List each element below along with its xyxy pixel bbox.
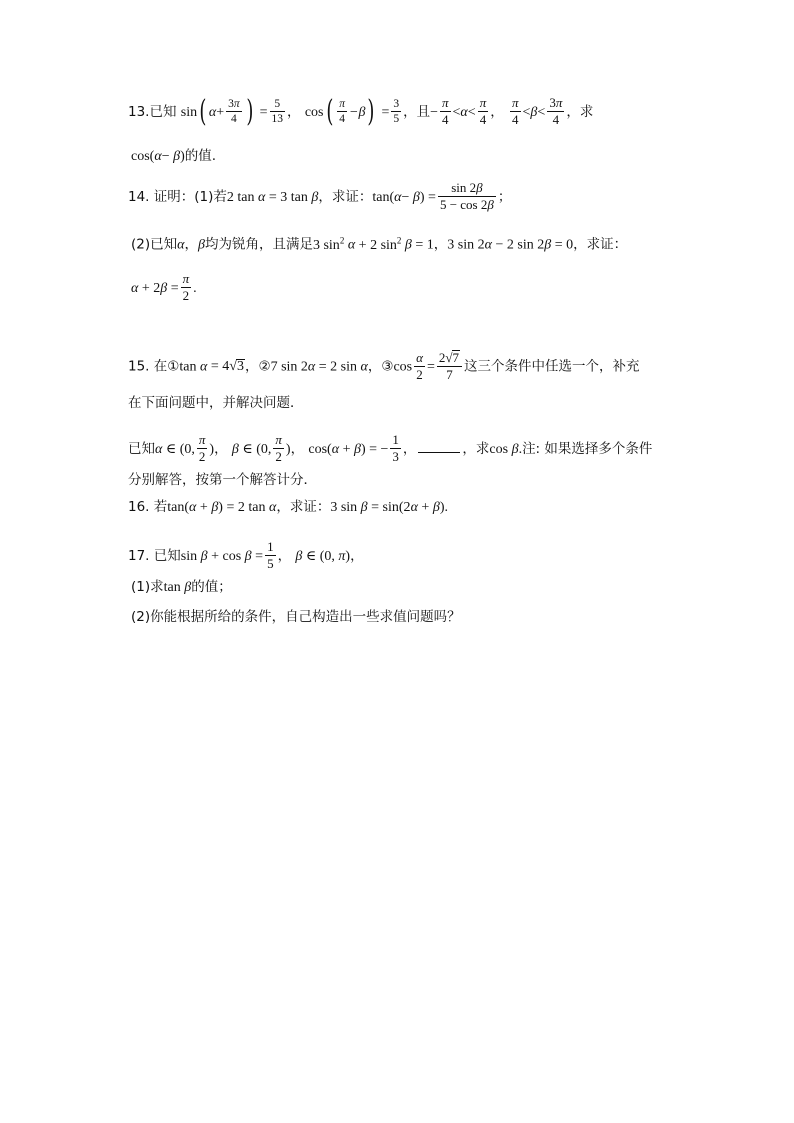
- problem-15-line3: 已知α ∈ (0, $\frac{\pi}{2}$ )， β ∈ (0, $\frac{\pi}{2}$ )， cos(α + β) = − $\frac{1}{3}$ ， ，求cos β.注: 如果选择多个条件: [128, 432, 653, 465]
- problem-14-mid: ，求证：: [318, 188, 373, 205]
- math: −: [161, 149, 174, 164]
- fraction: $\frac{1}{5}$: [267, 539, 274, 572]
- math: β: [200, 548, 208, 564]
- math: α: [268, 500, 277, 515]
- math: +: [196, 500, 212, 515]
- problem-13-lead: 已知: [149, 103, 177, 120]
- math: cos: [489, 441, 512, 457]
- problem-14-number: 14.: [128, 188, 150, 205]
- fraction: $\frac{1}{3}$: [392, 432, 399, 465]
- problem-14-part2-lead: (2)已知: [131, 236, 178, 253]
- math: α: [155, 441, 163, 457]
- math: + cos: [207, 548, 245, 564]
- problem-17-q2: (2)你能根据所给的条件，自己构造出一些求值问题吗？: [131, 609, 461, 625]
- math: − 2 sin 2: [492, 237, 545, 253]
- math: 3 sin: [330, 500, 361, 515]
- math: α: [347, 237, 356, 253]
- math: β: [231, 441, 239, 457]
- math: 3 sin 2: [447, 237, 485, 253]
- problem-15-line4: 分别解答，按第一个解答计分．: [128, 472, 317, 488]
- answer-blank: [418, 442, 460, 453]
- paren: ): [367, 93, 375, 129]
- math: −: [401, 189, 413, 205]
- math: <: [522, 104, 531, 120]
- problem-15-line3-lead: 已知: [128, 440, 155, 457]
- math: β: [360, 500, 368, 515]
- problem-17-line1: 17. 已知sin β + cos β = $\frac{1}{5}$ ， β ∈ (0, π)，: [128, 539, 364, 572]
- math: =: [259, 104, 268, 120]
- math: .: [193, 280, 197, 296]
- fraction: $\frac{2√7}{7}$: [437, 350, 462, 383]
- math: ) =: [419, 189, 436, 205]
- math: α: [200, 359, 208, 375]
- fraction: $\frac{\pi}{4}$: [512, 95, 519, 128]
- problem-13-tail: ，求: [566, 103, 594, 120]
- problem-14-part2-mid: 均为锐角，且满足: [204, 236, 313, 253]
- math: cos(: [131, 149, 155, 164]
- math: ∈ (0,: [238, 441, 272, 457]
- math-cos: cos: [304, 104, 324, 120]
- math: ) = 2 tan: [218, 500, 269, 515]
- math: + 2 $\sin^2$: [355, 235, 402, 253]
- problem-16: [128, 501, 448, 515]
- math: β: [295, 548, 303, 564]
- math: α: [360, 359, 368, 375]
- fraction: $\frac{\pi}{2}$: [182, 271, 190, 304]
- math: =: [381, 104, 390, 120]
- math: <: [452, 104, 461, 120]
- problem-15-tail: 这三个条件中任选一个，补充: [464, 358, 640, 375]
- math: β: [412, 189, 420, 205]
- problem-15-lead: 在①: [153, 358, 180, 375]
- math: α: [189, 500, 197, 515]
- math: −β: [349, 104, 366, 120]
- math: α: [258, 189, 266, 205]
- math: cos: [393, 359, 413, 375]
- problem-17-q1-tail: 的值；: [191, 579, 232, 595]
- math: α: [484, 237, 492, 253]
- math: = 4√3: [207, 359, 244, 375]
- math: +: [339, 441, 354, 457]
- math: α: [131, 280, 139, 296]
- math: +: [417, 500, 433, 515]
- math: ∈ (0,: [302, 548, 339, 564]
- paren: ): [245, 93, 253, 129]
- problem-17-q1-lead: (1)求: [131, 579, 164, 595]
- math: 7 sin 2: [270, 359, 308, 375]
- math: = 2 sin: [315, 359, 361, 375]
- math: <: [467, 104, 476, 120]
- problem-15-line1: [128, 350, 640, 383]
- problem-13-line1: 13.已知 sin( α+ $\frac{3\pi}{4}$ ) = $\frac{5}{13}$ ， cos( $\frac{\pi}{4}$ −β) = $\frac{3}{5}$ ，且− $\frac{\pi}{4}$ <α< $\frac{\pi}{4}$ ， $\frac{\pi}{4}$ <β< $\frac{3\pi}{4}$ ，求: [128, 93, 594, 129]
- math: β: [173, 149, 181, 164]
- math: β: [311, 189, 319, 205]
- math: β: [211, 500, 219, 515]
- fraction: $\frac{\pi}{2}$: [198, 432, 206, 465]
- math: β: [511, 441, 519, 457]
- fraction: $\frac{3\pi}{4}$: [549, 95, 563, 128]
- math: β: [544, 237, 552, 253]
- math: 3 $\sin^2$: [312, 235, 345, 253]
- math: β: [432, 500, 440, 515]
- math: π: [338, 548, 346, 564]
- math: 2 tan: [226, 189, 259, 205]
- math: α: [394, 189, 402, 205]
- problem-14-lead: 证明：(1)若: [153, 188, 227, 205]
- math: β: [404, 237, 412, 253]
- math: α: [307, 359, 316, 375]
- paren: (: [199, 93, 207, 129]
- math: ): [209, 441, 215, 457]
- problem-15-c3: ，③: [367, 358, 394, 375]
- math: =: [251, 548, 264, 564]
- math: β: [353, 441, 361, 457]
- paren: (: [325, 93, 333, 129]
- math: α: [410, 500, 418, 515]
- math: tan(: [372, 189, 395, 205]
- math: = 1: [411, 237, 434, 253]
- math: = sin(2: [367, 500, 411, 515]
- problem-15-line2: 在下面问题中，并解决问题．: [128, 395, 304, 411]
- math: tan(: [167, 500, 190, 515]
- math: = 0: [551, 237, 574, 253]
- fraction: $\frac{5}{13}$: [271, 97, 284, 126]
- problem-15-note: 注: 如果选择多个条件: [522, 440, 653, 457]
- math: α: [460, 104, 468, 120]
- math: β: [184, 580, 192, 595]
- math: ).: [439, 500, 448, 515]
- math: + 2: [138, 280, 161, 296]
- math: α: [208, 104, 217, 120]
- math: α: [154, 149, 162, 164]
- problem-14-part2-tail: ，求证：: [573, 236, 628, 253]
- math: tan: [163, 580, 185, 595]
- math: cos(: [308, 441, 332, 457]
- problem-15-number: 15.: [128, 358, 150, 375]
- fraction: $\frac{\alpha}{2}$: [416, 349, 423, 382]
- math: ∈ (0,: [162, 441, 195, 457]
- fraction: $\frac{\pi}{4}$: [442, 95, 449, 128]
- math: ): [345, 548, 351, 564]
- math-sin: sin: [180, 104, 198, 120]
- problem-16-lead: 若: [153, 499, 168, 515]
- fraction: $\frac{\pi}{4}$: [479, 95, 487, 128]
- fraction: $\frac{3\pi}{4}$: [228, 97, 240, 126]
- math: sin: [180, 548, 201, 564]
- problem-14-line2: (2)已知α，β均为锐角，且满足3 $\sin^2 \alpha + 2$ $\sin^2 \beta = 1$，3 sin 2α − 2 sin 2β = 0，求证：: [131, 235, 628, 253]
- problem-17-q1: [131, 581, 232, 595]
- math: β: [530, 104, 538, 120]
- math: = 3 tan: [265, 189, 312, 205]
- fraction: $\frac{\sin 2\beta}{5 - \cos 2\beta}$: [439, 180, 494, 213]
- math: tan: [179, 359, 200, 375]
- fraction: $\frac{\pi}{2}$: [275, 432, 282, 465]
- math: ) = −: [360, 441, 389, 457]
- problem-16-number: 16.: [128, 499, 150, 515]
- problem-17-number: 17.: [128, 547, 150, 564]
- problem-13-end: 的值.: [184, 148, 217, 164]
- math: −: [430, 104, 438, 120]
- math: =: [167, 280, 179, 296]
- problem-16-mid: ，求证：: [276, 499, 331, 515]
- problem-14-line1: 14. 证明：(1)若2 tan α = 3 tan β，求证：tan(α− β) = $\frac{\sin 2\beta}{5 - \cos 2\beta}$ ；: [128, 180, 512, 213]
- math: ): [285, 441, 291, 457]
- math: ): [180, 149, 185, 164]
- math: β: [244, 548, 252, 564]
- math: β: [197, 237, 205, 253]
- problem-13-number: 13.: [128, 103, 150, 120]
- math: β: [160, 280, 168, 296]
- math: .: [518, 441, 523, 457]
- math: =: [426, 359, 435, 375]
- math: <: [537, 104, 546, 120]
- problem-15-c2: ，②: [244, 358, 271, 375]
- problem-14-line3: [131, 272, 197, 304]
- problem-13-line2: [131, 150, 216, 164]
- math: α: [177, 237, 185, 253]
- fraction: $\frac{3}{5}$: [393, 97, 400, 126]
- problem-15-line3-tail: ，求: [462, 440, 490, 457]
- problem-17-lead: 已知: [153, 547, 181, 564]
- math: +: [216, 104, 225, 120]
- fraction: $\frac{\pi}{4}$: [339, 97, 345, 126]
- math: α: [331, 441, 340, 457]
